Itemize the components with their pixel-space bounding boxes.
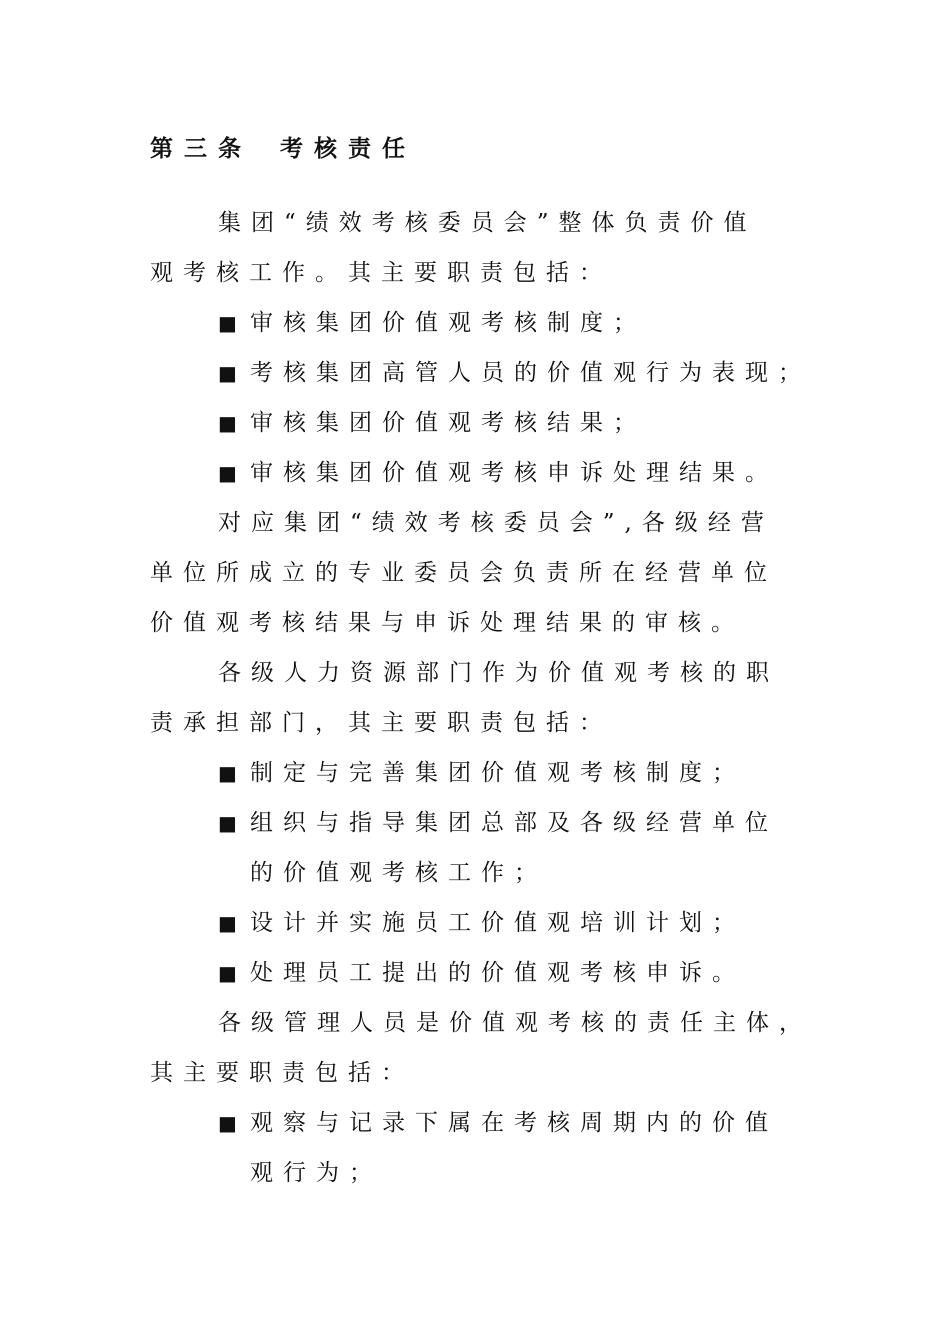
- paragraph-line: 各级管理人员是价值观考核的责任主体，: [218, 1010, 812, 1036]
- bullet-icon: ■: [218, 911, 237, 935]
- list-item-text: 审核集团价值观考核结果；: [250, 410, 646, 436]
- list-item: [218, 358, 811, 388]
- list-item: [218, 908, 745, 938]
- bullet-icon: ■: [218, 761, 237, 785]
- bullet-icon: ■: [218, 811, 237, 835]
- list-item-text: 审核集团价值观考核申诉处理结果。: [250, 460, 778, 486]
- list-item-text: 考核集团高管人员的价值观行为表现；: [250, 360, 811, 386]
- paragraph-line: 价值观考核结果与申诉处理结果的审核。: [150, 610, 744, 636]
- list-item: [218, 808, 778, 838]
- list-item-text: 观察与记录下属在考核周期内的价值: [250, 1110, 778, 1136]
- list-item: [218, 758, 745, 788]
- bullet-icon: ■: [218, 1111, 237, 1135]
- paragraph-line: 单位所成立的专业委员会负责所在经营单位: [150, 560, 777, 586]
- list-item: [218, 1108, 778, 1138]
- list-item-text: 制定与完善集团价值观考核制度；: [250, 760, 745, 786]
- list-item: [218, 308, 646, 338]
- list-item-continuation: 的价值观考核工作；: [250, 860, 547, 886]
- list-item-continuation: 观行为；: [250, 1160, 382, 1186]
- bullet-icon: ■: [218, 961, 237, 985]
- list-item-text: 设计并实施员工价值观培训计划；: [250, 910, 745, 936]
- article-number: 第三条: [150, 135, 252, 162]
- list-item-text: 组织与指导集团总部及各级经营单位: [250, 810, 778, 836]
- paragraph-line: 对应集团“绩效考核委员会”,各级经营: [218, 510, 774, 536]
- bullet-icon: ■: [218, 411, 237, 435]
- list-item: [218, 958, 745, 988]
- paragraph-line: 责承担部门，其主要职责包括：: [150, 710, 612, 736]
- bullet-icon: ■: [218, 461, 237, 485]
- list-item: [218, 408, 646, 438]
- list-item-text: 审核集团价值观考核制度；: [250, 310, 646, 336]
- paragraph-line: 观考核工作。其主要职责包括：: [150, 260, 612, 286]
- paragraph-line: 其主要职责包括：: [150, 1060, 414, 1086]
- paragraph-line: 集团“绩效考核委员会”整体负责价值: [218, 210, 757, 236]
- bullet-icon: ■: [218, 311, 237, 335]
- article-heading: [150, 134, 416, 164]
- article-title: 考核责任: [280, 135, 416, 162]
- paragraph-line: 各级人力资源部门作为价值观考核的职: [218, 660, 779, 686]
- list-item-text: 处理员工提出的价值观考核申诉。: [250, 960, 745, 986]
- bullet-icon: ■: [218, 361, 237, 385]
- list-item: [218, 458, 778, 488]
